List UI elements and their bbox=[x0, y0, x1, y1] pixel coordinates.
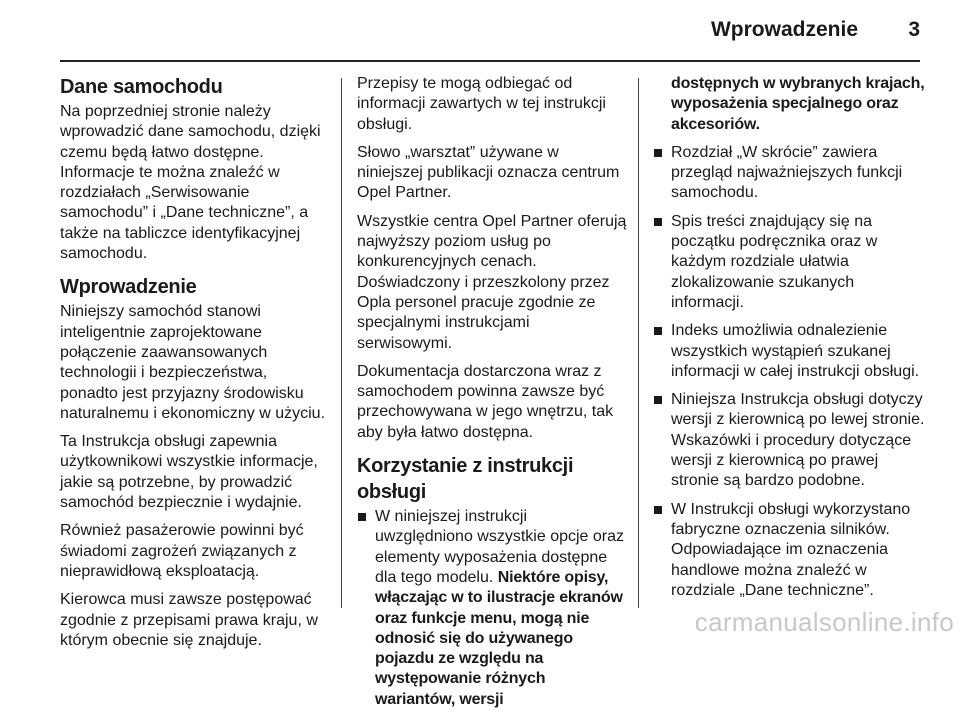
column-divider-1 bbox=[341, 78, 342, 608]
column-1 bbox=[60, 74, 328, 659]
paragraph: Słowo „warsztat” używane w niniejszej publikacji oznacza centrum Opel Partner. bbox=[357, 143, 620, 202]
column-2 bbox=[357, 74, 629, 718]
list-item bbox=[653, 500, 925, 601]
column-3 bbox=[653, 74, 925, 609]
list-item-text: Spis treści znajdujący się na początku podręcznika oraz w każdym rozdziale ułatwia zlokalizowanie szukanych informacji. bbox=[671, 212, 878, 311]
continued-bold-text: dostępnych w wybranych krajach, wyposażenia specjalnego oraz akcesoriów. bbox=[671, 75, 925, 133]
page-title: Wprowadzenie bbox=[710, 18, 858, 41]
paragraph: Na poprzedniej stronie należy wprowadzić dane samochodu, dzięki czemu będą łatwo dostępne. Informacje te można znaleźć w rozdziałach „Serwisowanie samochodu” i „Dane techniczne”, a także na tabliczce identyfikacyjnej samochodu. bbox=[60, 103, 321, 263]
page-number: 3 bbox=[908, 18, 920, 41]
list-item-text: Rozdział „W skrócie” zawiera przegląd najważniejszych funkcji samochodu. bbox=[671, 143, 903, 202]
list-item bbox=[357, 507, 629, 710]
square-bullet-icon bbox=[654, 506, 662, 514]
paragraph: Wszystkie centra Opel Partner oferują najwyższy poziom usług po konkurencyjnych cenach. Doświadczony i przeszkolony przez Opla personel pracuje zgodnie ze specjalnymi instrukcjami serwisowymi. bbox=[357, 212, 627, 352]
column-divider-2 bbox=[638, 78, 639, 608]
square-bullet-icon bbox=[654, 218, 662, 226]
square-bullet-icon bbox=[654, 396, 662, 404]
paragraph: Również pasażerowie powinni być świadomi zagrożeń związanych z nieprawidłową eksploatacją. bbox=[60, 522, 304, 580]
heading-wprowadzenie: Wprowadzenie bbox=[60, 276, 197, 299]
paragraph: Kierowca musi zawsze postępować zgodnie z przepisami prawa kraju, w którym obecnie się znajduje. bbox=[60, 591, 318, 649]
watermark: carmanualsonline.info bbox=[694, 607, 954, 637]
list-item-bold-text: Niektóre opisy, włączając w to ilustracje ekranów oraz funkcje menu, mogą nie odnosić się do używanego pojazdu ze względu na występowanie różnych wariantów, wersji bbox=[375, 568, 623, 708]
paragraph: Dokumentacja dostarczona wraz z samochodem powinna zawsze być przechowywana w jego wnętrzu, tak aby była łatwo dostępna. bbox=[357, 362, 614, 441]
heading-dane-samochodu: Dane samochodu bbox=[60, 76, 223, 98]
list-item-text: Niniejsza Instrukcja obsługi dotyczy wersji z kierownicą po lewej stronie. Wskazówki i procedury dotyczące wersji z kierownicą po prawej stronie są bardzo podobne. bbox=[671, 391, 925, 490]
paragraph: Przepisy te mogą odbiegać od informacji zawartych w tej instrukcji obsługi. bbox=[357, 75, 606, 133]
list-item bbox=[653, 143, 925, 204]
heading-korzystanie: Korzystanie z instrukcji obsługi bbox=[357, 455, 574, 504]
list-item-text: W niniejszej instrukcji uwzględniono wszystkie opcje oraz elementy wyposażenia dostępne dla tego modelu. bbox=[375, 508, 625, 586]
list-item bbox=[653, 390, 925, 491]
square-bullet-icon bbox=[654, 327, 662, 335]
square-bullet-icon bbox=[654, 149, 662, 157]
square-bullet-icon bbox=[358, 513, 366, 521]
paragraph: Ta Instrukcja obsługi zapewnia użytkownikowi wszystkie informacje, jakie są potrzebne, by prowadzić samochód bezpiecznie i wydajnie. bbox=[60, 433, 318, 512]
list-item-text: W Instrukcji obsługi wykorzystano fabryczne oznaczenia silników. Odpowiadające im oznaczenia handlowe można znaleźć w rozdziale „Dane techniczne”. bbox=[671, 500, 911, 599]
bullet-list bbox=[357, 507, 629, 710]
list-item-text: Indeks umożliwia odnalezienie wszystkich wystąpień szukanej informacji w całej instrukcji obsługi. bbox=[671, 322, 920, 380]
page-header bbox=[60, 0, 920, 62]
bullet-list bbox=[653, 143, 925, 601]
list-item bbox=[653, 321, 925, 382]
paragraph: Niniejszy samochód stanowi inteligentnie zaprojektowane połączenie zaawansowanych technologii i bezpieczeństwa, ponadto jest przyjazny środowisku naturalnemu i ekonomiczny w użyciu. bbox=[60, 303, 326, 422]
list-item bbox=[653, 212, 925, 313]
